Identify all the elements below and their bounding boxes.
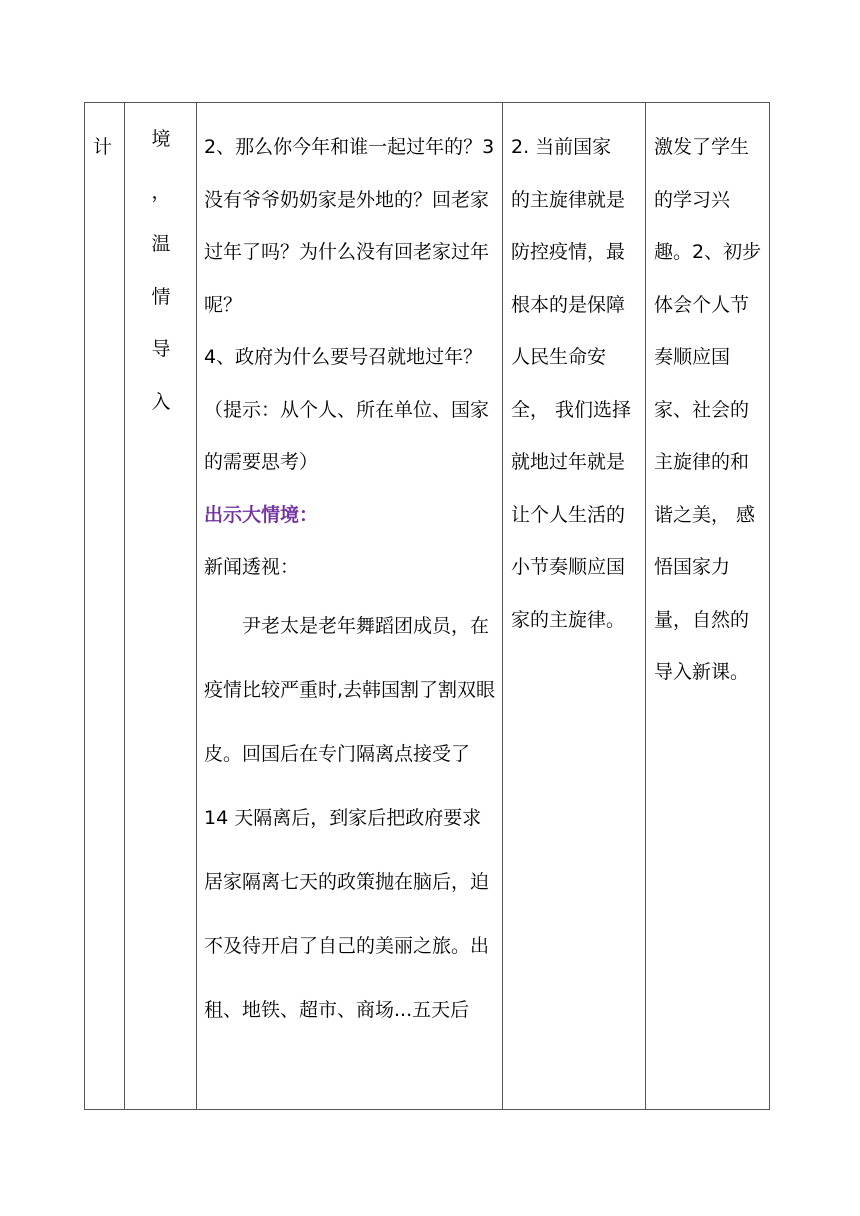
teacher-activity-content [204, 121, 500, 1042]
text-line: 主旋律的和 [654, 451, 750, 473]
scenario-heading: 出示大情境： [204, 503, 319, 526]
design-intent-cell [503, 103, 646, 1110]
text-line: 防控疫情，最 [511, 241, 626, 263]
teacher-activity-cell [197, 103, 503, 1110]
stage-cell [125, 103, 197, 1110]
text-line: 的学习兴 [654, 188, 731, 211]
stage-label [125, 121, 197, 436]
text-line: 就地过年就是 [511, 451, 626, 473]
text-line: 谐之美， 感 [654, 503, 756, 526]
text-line: 根本的是保障 [511, 293, 626, 316]
text-line: 奏顺应国 [654, 346, 731, 368]
lesson-plan-table [84, 102, 770, 1110]
stage-char: ， [151, 180, 171, 203]
effect-cell [646, 103, 770, 1110]
text-line: 家、社会的 [654, 398, 750, 421]
design-intent-content [511, 121, 641, 646]
stage-char: 情 [151, 285, 171, 308]
text-line: 让个人生活的 [511, 503, 626, 526]
text-line: 家的主旋律。 [511, 608, 626, 631]
effect-content [654, 121, 767, 699]
text-line: 小节奏顺应国 [511, 556, 626, 578]
question-4: 4、政府为什么要号召就地过年？（提示：从个人、所在单位、国家的需要思考） [204, 346, 490, 473]
text-line: 悟国家力 [654, 556, 731, 578]
table-row [85, 103, 770, 1110]
text-line: 激发了学生 [654, 136, 750, 158]
text-line: 2. 当前国家 [511, 136, 612, 158]
text-line: 量，自然的 [654, 608, 750, 631]
text-line: 人民生命安 [511, 346, 607, 368]
text-line: 体会个人节 [654, 293, 750, 316]
stage-char: 入 [151, 390, 171, 413]
text-line: 导入新课。 [654, 661, 750, 683]
text-line: 全， 我们选择 [511, 398, 632, 421]
news-body: 尹老太是老年舞蹈团成员，在疫情比较严重时,去韩国割了割双眼皮。回国后在专门隔离点接受了 14 天隔离后，到家后把政府要求居家隔离七天的政策抛在脑后，迫不及待开启了自己的美丽之旅。出租、地铁、超市、商场...五天后 [204, 614, 496, 1021]
news-label: 新闻透视： [204, 556, 300, 578]
question-2: 2、那么你今年和谁一起过年的？3没有爷爷奶奶家是外地的？回老家过年了吗？为什么没有回老家过年呢？ [204, 136, 495, 316]
section-cell [85, 103, 125, 1110]
text-line: 趣。2、初步 [654, 241, 762, 263]
stage-char: 境 [151, 128, 171, 150]
text-line: 的主旋律就是 [511, 188, 626, 211]
section-label: 计 [93, 136, 113, 158]
stage-char: 导 [151, 338, 171, 360]
stage-char: 温 [151, 233, 171, 255]
